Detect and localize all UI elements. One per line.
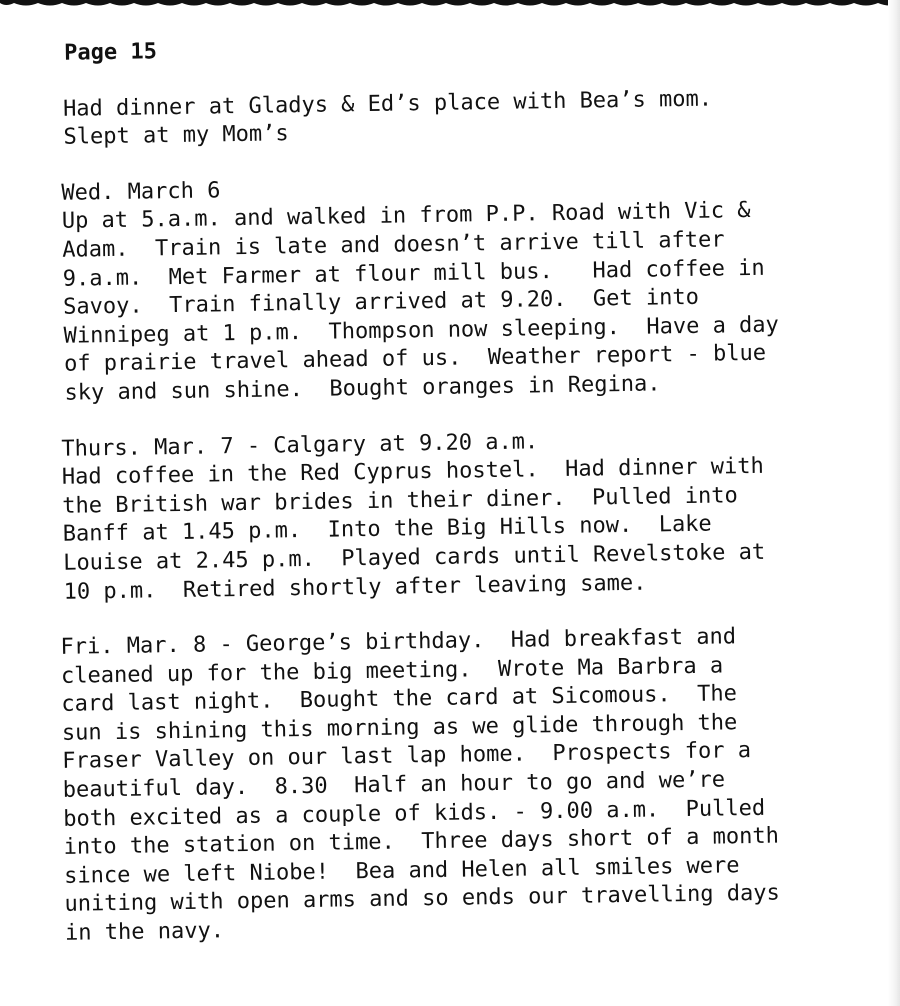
entry-wed-march-6	[61, 167, 881, 409]
document-body	[46, 27, 891, 976]
page-right-edge-shadow	[888, 0, 900, 1006]
text-line: sky and sun shine. Bought oranges in Regina.	[64, 371, 661, 406]
text-line: Had coffee in the Red Cyprus hostel. Had dinner with	[61, 453, 764, 490]
entry-heading: Thurs. Mar. 7 - Calgary at 9.20 a.m.	[61, 428, 539, 462]
text-line: sun is shining this morning as we glide through the	[61, 710, 738, 746]
text-line: Savoy. Train finally arrived at 9.20. Get into	[63, 284, 700, 320]
page-number: Page 15	[64, 39, 158, 66]
text-line: 10 p.m. Retired shortly after leaving same.	[63, 570, 647, 605]
entry-heading: Fri. Mar. 8 - George’s birthday. Had breakfast and	[60, 624, 737, 660]
text-line: 9.a.m. Met Farmer at flour mill bus. Had coffee in	[62, 255, 765, 292]
text-line: uniting with open arms and so ends our travelling days	[64, 881, 780, 918]
text-line: the British war brides in their diner. Pulled into	[62, 482, 738, 519]
text-line: Slept at my Mom’s	[63, 121, 289, 150]
entry-thurs-mar-7	[61, 422, 885, 606]
text-line: Adam. Train is late and doesn’t arrive till after	[62, 227, 725, 263]
text-line: Louise at 2.45 p.m. Played cards until Revelstoke at	[63, 539, 766, 576]
text-line: cleaned up for the big meeting. Wrote Ma Barbra a	[60, 653, 724, 689]
text-line: Banff at 1.45 p.m. Into the Big Hills now. Lake	[62, 511, 712, 548]
text-line: into the station on time. Three days short of a month	[63, 823, 780, 861]
text-line: of prairie travel ahead of us. Weather report - blue	[63, 341, 767, 378]
entry-dinner	[63, 83, 878, 153]
text-line: beautiful day. 8.30 Half an hour to go and we’re	[62, 767, 726, 803]
text-line: since we left Niobe! Bea and Helen all smiles were	[63, 853, 740, 889]
entry-fri-mar-8	[60, 621, 890, 948]
text-line: both excited as a couple of kids. - 9.00 a.m. Pulled	[63, 795, 766, 832]
text-line: Had dinner at Gladys & Ed’s place with Bea’s mom.	[62, 86, 713, 122]
text-line: in the navy.	[64, 918, 225, 946]
text-line: Fraser Valley on our last lap home. Prospects for a	[62, 738, 752, 775]
text-line: Up at 5.a.m. and walked in from P.P. Road with Vic &	[61, 198, 751, 235]
entry-heading: Wed. March 6	[61, 178, 221, 206]
text-line: card last night. Bought the card at Sicomous. The	[61, 681, 738, 718]
text-line: Winnipeg at 1 p.m. Thompson now sleeping. Have a day	[63, 312, 780, 349]
torn-top-edge	[0, 0, 900, 10]
